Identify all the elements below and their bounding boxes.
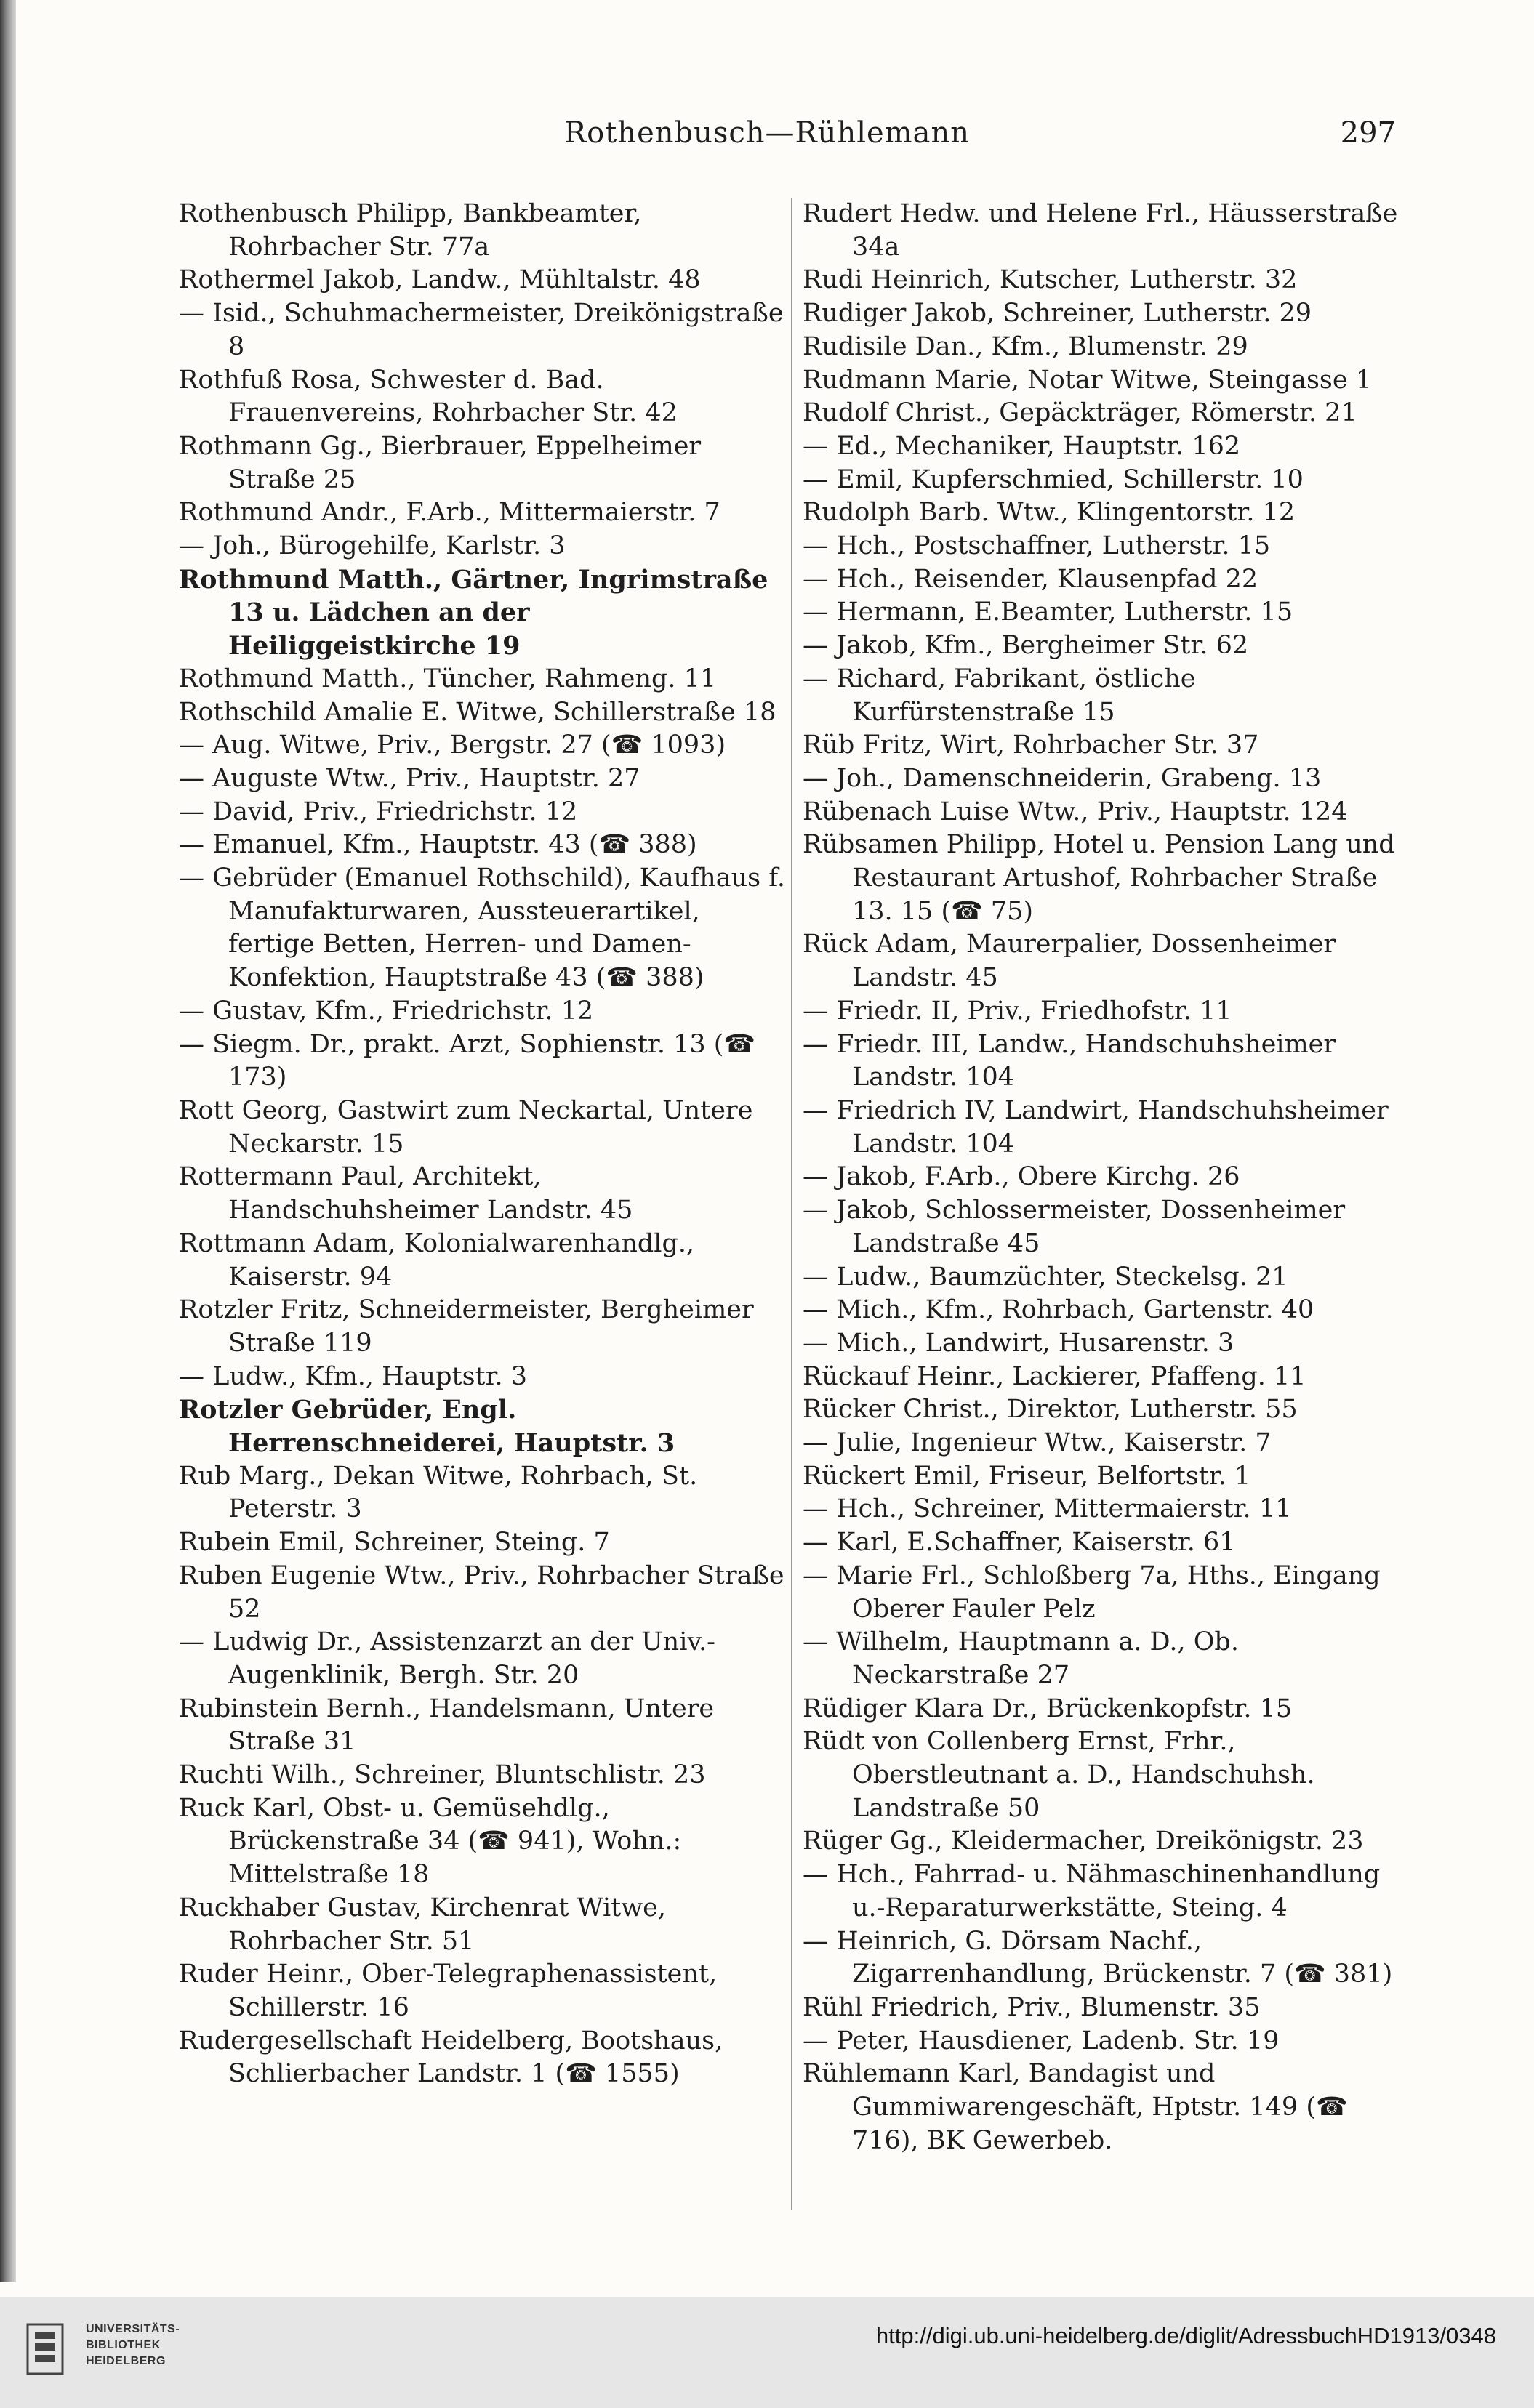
directory-entry: — Siegm. Dr., prakt. Arzt, Sophienstr. 13 (☎ 173) — [179, 1029, 755, 1092]
directory-entry: — Friedr. II, Priv., Friedhofstr. 11 — [803, 996, 1232, 1026]
library-line: BIBLIOTHEK — [86, 2339, 161, 2351]
directory-entry: — Karl, E.Schaffner, Kaiserstr. 61 — [803, 1528, 1236, 1558]
directory-entry: Rudergesellschaft Heidelberg, Bootshaus, Schlierbacher Landstr. 1 (☎ 1555) — [179, 2026, 723, 2089]
directory-entry: Rückert Emil, Friseur, Belfortstr. 1 — [803, 1461, 1251, 1491]
directory-entry: Rudolph Barb. Wtw., Klingentorstr. 12 — [803, 498, 1296, 528]
left-column — [179, 198, 786, 2091]
directory-entry: Rudmann Marie, Notar Witwe, Steingasse 1 — [803, 365, 1372, 395]
directory-entry: Ruckhaber Gustav, Kirchenrat Witwe, Rohrbacher Str. 51 — [179, 1893, 667, 1956]
directory-entry: Rothmund Matth., Gärtner, Ingrimstraße 13 u. Lädchen an der Heiliggeistkirche 19 — [179, 564, 768, 661]
directory-entry: Rothenbusch Philipp, Bankbeamter, Rohrbacher Str. 77a — [179, 199, 642, 262]
library-line: UNIVERSITÄTS- — [86, 2323, 180, 2335]
directory-entry: — Hch., Reisender, Klausenpfad 22 — [803, 564, 1258, 594]
directory-entry: Rüb Fritz, Wirt, Rohrbacher Str. 37 — [803, 730, 1259, 760]
directory-entry: — Emanuel, Kfm., Hauptstr. 43 (☎ 388) — [179, 830, 697, 860]
directory-entry: — Joh., Damenschneiderin, Grabeng. 13 — [803, 763, 1322, 793]
directory-entry: Ruchti Wilh., Schreiner, Bluntschlistr. 23 — [179, 1760, 706, 1790]
right-column — [803, 198, 1400, 2157]
directory-entry: Rudisile Dan., Kfm., Blumenstr. 29 — [803, 331, 1248, 361]
directory-entry: Rubein Emil, Schreiner, Steing. 7 — [179, 1528, 610, 1558]
directory-entry: Rothmann Gg., Bierbrauer, Eppelheimer Straße 25 — [179, 431, 702, 494]
directory-entry: Rotzler Fritz, Schneidermeister, Bergheimer Straße 119 — [179, 1295, 754, 1358]
directory-entry: — Friedr. III, Landw., Handschuhsheimer Landstr. 104 — [803, 1029, 1336, 1092]
directory-entry: — Jakob, F.Arb., Obere Kirchg. 26 — [803, 1162, 1240, 1192]
directory-entry: — Marie Frl., Schloßberg 7a, Hths., Eingang Oberer Fauler Pelz — [803, 1561, 1381, 1624]
directory-entry: — Ed., Mechaniker, Hauptstr. 162 — [803, 431, 1241, 461]
directory-entry: — Isid., Schuhmachermeister, Dreikönigstraße 8 — [179, 299, 784, 361]
directory-entry: — Hch., Schreiner, Mittermaierstr. 11 — [803, 1494, 1292, 1524]
directory-entry: Rubinstein Bernh., Handelsmann, Untere Straße 31 — [179, 1694, 715, 1757]
column-divider — [791, 198, 792, 2210]
directory-entry: — Gustav, Kfm., Friedrichstr. 12 — [179, 996, 594, 1026]
directory-entry: — Emil, Kupferschmied, Schillerstr. 10 — [803, 464, 1304, 494]
directory-entry: Ruck Karl, Obst- u. Gemüsehdlg., Brückenstraße 34 (☎ 941), Wohn.: Mittelstraße 18 — [179, 1793, 682, 1890]
footer-bar — [0, 2297, 1534, 2408]
directory-entry: Rothfuß Rosa, Schwester d. Bad. Frauenvereins, Rohrbacher Str. 42 — [179, 365, 678, 428]
directory-entry: Rübsamen Philipp, Hotel u. Pension Lang und Restaurant Artushof, Rohrbacher Straße 13. 15 (☎ 75) — [803, 830, 1395, 926]
directory-entry: Rüger Gg., Kleidermacher, Dreikönigstr. 23 — [803, 1827, 1364, 1856]
directory-entry: — Julie, Ingenieur Wtw., Kaiserstr. 7 — [803, 1428, 1272, 1458]
directory-entry: — Friedrich IV, Landwirt, Handschuhsheimer Landstr. 104 — [803, 1095, 1389, 1159]
scan-edge — [0, 0, 16, 2282]
directory-entry: — Hermann, E.Beamter, Lutherstr. 15 — [803, 597, 1293, 627]
directory-entry: Ruder Heinr., Ober-Telegraphenassistent, Schillerstr. 16 — [179, 1960, 718, 2022]
directory-entry: Rudi Heinrich, Kutscher, Lutherstr. 32 — [803, 265, 1298, 295]
directory-entry: Rudolf Christ., Gepäckträger, Römerstr. 21 — [803, 398, 1357, 428]
directory-entry: — Richard, Fabrikant, östliche Kurfürstenstraße 15 — [803, 664, 1196, 727]
directory-entry: — Jakob, Schlossermeister, Dossenheimer Landstraße 45 — [803, 1196, 1346, 1258]
directory-entry: Rüdt von Collenberg Ernst, Frhr., Oberstleutnant a. D., Handschuhsh. Landstraße 50 — [803, 1727, 1315, 1823]
directory-entry: — Gebrüder (Emanuel Rothschild), Kaufhaus f. Manufakturwaren, Aussteuerartikel, fertige Betten, Herren- und Damen-Konfektion, Hauptstraße 43 (☎ 388) — [179, 863, 786, 993]
directory-entry: — Hch., Fahrrad- u. Nähmaschinenhandlung u.-Reparaturwerkstätte, Steing. 4 — [803, 1860, 1381, 1922]
directory-entry: Rudert Hedw. und Helene Frl., Häusserstraße 34a — [803, 199, 1398, 262]
directory-entry: Rühl Friedrich, Priv., Blumenstr. 35 — [803, 1992, 1261, 2022]
directory-entry: — Jakob, Kfm., Bergheimer Str. 62 — [803, 631, 1249, 661]
directory-entry: — Ludw., Baumzüchter, Steckelsg. 21 — [803, 1262, 1288, 1292]
directory-entry: — Wilhelm, Hauptmann a. D., Ob. Neckarstraße 27 — [803, 1627, 1239, 1690]
directory-entry: Rub Marg., Dekan Witwe, Rohrbach, St. Peterstr. 3 — [179, 1461, 698, 1524]
page-header — [0, 116, 1534, 167]
directory-entry: Rotzler Gebrüder, Engl. Herrenschneiderei, Hauptstr. 3 — [179, 1395, 675, 1459]
directory-entry: Rottermann Paul, Architekt, Handschuhsheimer Landstr. 45 — [179, 1162, 633, 1225]
running-title: Rothenbusch—Rühlemann — [564, 116, 970, 150]
directory-entry: — Aug. Witwe, Priv., Bergstr. 27 (☎ 1093) — [179, 730, 726, 760]
page-number: 297 — [1340, 116, 1396, 150]
directory-entry: Rottmann Adam, Kolonialwarenhandlg., Kaiserstr. 94 — [179, 1228, 695, 1292]
directory-entry: — Auguste Wtw., Priv., Hauptstr. 27 — [179, 763, 640, 793]
directory-entry: Rücker Christ., Direktor, Lutherstr. 55 — [803, 1395, 1298, 1425]
directory-entry: Rübenach Luise Wtw., Priv., Hauptstr. 124 — [803, 797, 1348, 826]
directory-entry: — Ludw., Kfm., Hauptstr. 3 — [179, 1361, 527, 1391]
directory-entry: Rudiger Jakob, Schreiner, Lutherstr. 29 — [803, 299, 1312, 329]
directory-entry: — Peter, Hausdiener, Ladenb. Str. 19 — [803, 2026, 1280, 2055]
directory-entry: — Hch., Postschaffner, Lutherstr. 15 — [803, 531, 1271, 561]
library-line: HEIDELBERG — [86, 2355, 166, 2367]
directory-entry: — Joh., Bürogehilfe, Karlstr. 3 — [179, 531, 566, 561]
directory-entry: Ruben Eugenie Wtw., Priv., Rohrbacher Straße 52 — [179, 1561, 784, 1624]
directory-entry: Rott Georg, Gastwirt zum Neckartal, Untere Neckarstr. 15 — [179, 1095, 753, 1159]
library-name — [86, 2322, 180, 2369]
directory-entry: Rückauf Heinr., Lackierer, Pfaffeng. 11 — [803, 1361, 1306, 1391]
directory-entry: — Ludwig Dr., Assistenzarzt an der Univ.-Augenklinik, Bergh. Str. 20 — [179, 1627, 715, 1690]
university-seal-icon — [25, 2322, 65, 2377]
directory-entry: Rothschild Amalie E. Witwe, Schillerstraße 18 — [179, 697, 776, 727]
directory-entry: Rühlemann Karl, Bandagist und Gummiwarengeschäft, Hptstr. 149 (☎ 716), BK Gewerbeb. — [803, 2059, 1348, 2155]
directory-entry: Rothermel Jakob, Landw., Mühltalstr. 48 — [179, 265, 701, 295]
source-url-link[interactable]: http://digi.ub.uni-heidelberg.de/diglit/AdressbuchHD1913/0348 — [875, 2323, 1496, 2348]
directory-entry: Rothmund Matth., Tüncher, Rahmeng. 11 — [179, 664, 717, 693]
directory-entry: Rüdiger Klara Dr., Brückenkopfstr. 15 — [803, 1694, 1293, 1723]
directory-entry: — Mich., Landwirt, Husarenstr. 3 — [803, 1328, 1234, 1358]
directory-entry: — David, Priv., Friedrichstr. 12 — [179, 797, 578, 826]
directory-entry: — Heinrich, G. Dörsam Nachf., Zigarrenhandlung, Brückenstr. 7 (☎ 381) — [803, 1926, 1393, 1989]
directory-entry: Rothmund Andr., F.Arb., Mittermaierstr. 7 — [179, 498, 720, 528]
directory-entry: — Mich., Kfm., Rohrbach, Gartenstr. 40 — [803, 1295, 1314, 1325]
directory-entry: Rück Adam, Maurerpalier, Dossenheimer Landstr. 45 — [803, 930, 1336, 993]
